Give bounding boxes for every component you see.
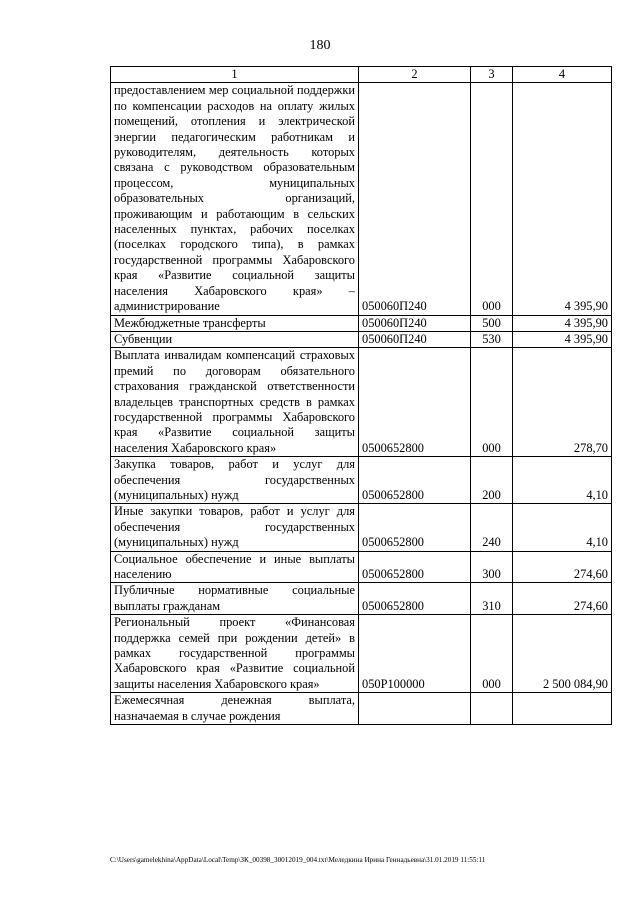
- column-header-amount: 4: [513, 67, 612, 83]
- row-name: Ежемесячная денежная выплата, назначаемая в случае рождения: [111, 693, 359, 725]
- table-row: [111, 504, 612, 551]
- row-amount: 278,70: [513, 348, 612, 457]
- row-code: 0500652800: [359, 551, 471, 583]
- table-row: [111, 83, 612, 315]
- row-amount: 4,10: [513, 457, 612, 504]
- budget-table: [110, 66, 612, 725]
- row-type: 240: [471, 504, 513, 551]
- row-amount: 4 395,90: [513, 83, 612, 315]
- row-code: 050P100000: [359, 615, 471, 693]
- row-type: 000: [471, 615, 513, 693]
- table-row: [111, 457, 612, 504]
- column-header-code: 2: [359, 67, 471, 83]
- row-amount: 274,60: [513, 583, 612, 615]
- row-name: Субвенции: [111, 331, 359, 347]
- row-type: 310: [471, 583, 513, 615]
- row-amount: 4 395,90: [513, 315, 612, 331]
- column-header-type: 3: [471, 67, 513, 83]
- row-amount: 4 395,90: [513, 331, 612, 347]
- row-name: Межбюджетные трансферты: [111, 315, 359, 331]
- table-header-row: [111, 67, 612, 83]
- row-type: 200: [471, 457, 513, 504]
- row-name: Региональный проект «Финансовая поддержка семей при рождении детей» в рамках государственной программы Хабаровского края «Развитие социальной защиты населения Хабаровского края»: [111, 615, 359, 693]
- row-type: 000: [471, 348, 513, 457]
- row-code: 0500652800: [359, 583, 471, 615]
- row-name: Социальное обеспечение и иные выплаты населению: [111, 551, 359, 583]
- row-name: предоставлением мер социальной поддержки по компенсации расходов на оплату жилых помещений, отопления и электрической энергии педагогическим работникам и руководителям, деятельность которых связана с руководством образовательным процессом, муниципальных образовательных организаций, проживающим и работающим в сельских населенных пунктах, рабочих поселках (поселках городского типа), в рамках государственной программы Хабаровского края «Развитие социальной защиты населения Хабаровского края» – администрирование: [111, 83, 359, 315]
- row-type: 500: [471, 315, 513, 331]
- row-name: Публичные нормативные социальные выплаты гражданам: [111, 583, 359, 615]
- row-amount: 4,10: [513, 504, 612, 551]
- row-type: 530: [471, 331, 513, 347]
- table-row: [111, 348, 612, 457]
- page-number: 180: [309, 38, 331, 53]
- row-name: Иные закупки товаров, работ и услуг для обеспечения государственных (муниципальных) нужд: [111, 504, 359, 551]
- table-row: [111, 331, 612, 347]
- row-code: 0500652800: [359, 348, 471, 457]
- row-type: 300: [471, 551, 513, 583]
- row-code: 0500652800: [359, 457, 471, 504]
- row-type: 000: [471, 83, 513, 315]
- table-row: [111, 615, 612, 693]
- column-header-name: 1: [111, 67, 359, 83]
- row-amount: [513, 693, 612, 725]
- row-type: [471, 693, 513, 725]
- row-code: 050060П240: [359, 331, 471, 347]
- row-amount: 274,60: [513, 551, 612, 583]
- table-row: [111, 315, 612, 331]
- row-code: [359, 693, 471, 725]
- row-name: Выплата инвалидам компенсаций страховых премий по договорам обязательного страхования гражданской ответственности владельцев транспортных средств в рамках государственной программы Хабаровского края «Развитие социальной защиты населения Хабаровского края»: [111, 348, 359, 457]
- row-name: Закупка товаров, работ и услуг для обеспечения государственных (муниципальных) нужд: [111, 457, 359, 504]
- row-code: 050060П240: [359, 315, 471, 331]
- row-code: 050060П240: [359, 83, 471, 315]
- table-row: [111, 551, 612, 583]
- table-row: [111, 583, 612, 615]
- file-path-footer: C:\Users\gamelekhina\AppData\Local\Temp\ЗК_00398_30012019_004.txt\Меледкина Ирина Геннадьевна\31.01.2019 11:55:11: [110, 856, 486, 864]
- row-code: 0500652800: [359, 504, 471, 551]
- row-amount: 2 500 084,90: [513, 615, 612, 693]
- table-row-continued: [111, 693, 612, 725]
